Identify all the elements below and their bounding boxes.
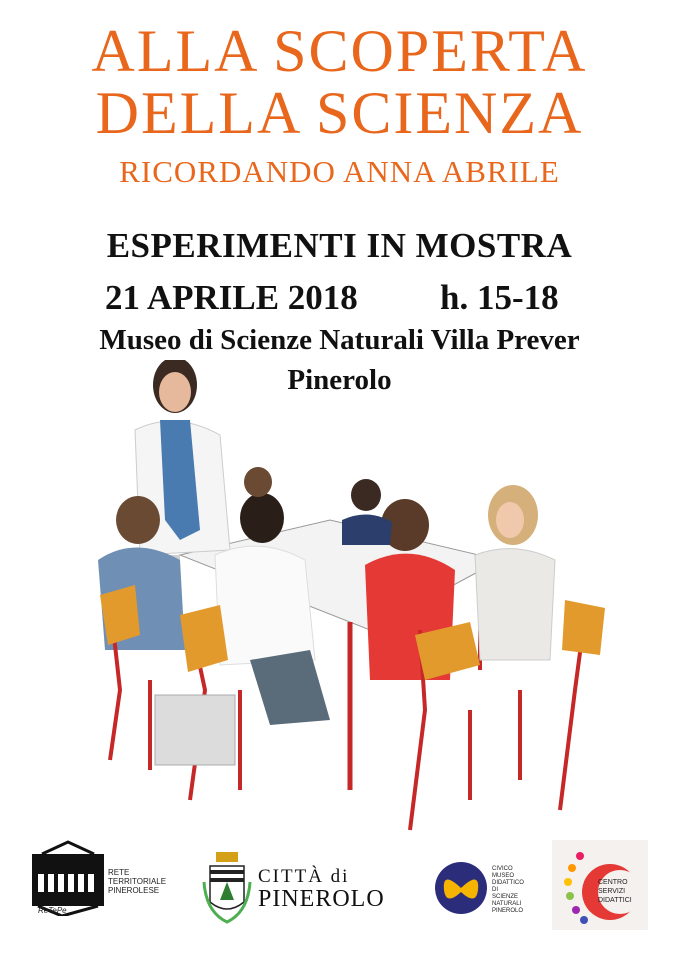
centro-line-1: CENTRO (598, 879, 628, 886)
citta-line-2: PINEROLO (258, 886, 385, 912)
rete-line-2: TERRITORIALE (108, 877, 167, 886)
museo-line-2: MUSEO (492, 873, 515, 879)
event-date: 21 APRILE 2018 (105, 278, 358, 317)
centro-line-2: SERVIZI (598, 888, 626, 895)
coat-of-arms-icon (200, 852, 254, 928)
museo-line-3: DIDATTICO (492, 880, 524, 886)
event-city: Pinerolo (287, 364, 392, 396)
rete-logo-text: ReTePe (38, 906, 67, 915)
centro-servizi-logo (552, 840, 648, 930)
rete-territoriale-logo (32, 840, 172, 930)
title-line-1: ALLA SCOPERTA (91, 18, 588, 84)
museo-line-6: NATURALI (492, 901, 522, 907)
centro-line-3: DIDATTICI (598, 897, 632, 904)
museo-line-4: DI (492, 887, 498, 893)
museo-line-1: CIVICO (492, 866, 513, 872)
rete-line-1: RETE (108, 868, 130, 877)
classroom-photo (80, 360, 620, 840)
event-time: h. 15-18 (440, 278, 559, 317)
event-venue: Museo di Scienze Naturali Villa Prever (99, 324, 580, 356)
museo-line-7: PINEROLO (492, 908, 524, 914)
subtitle: RICORDANDO ANNA ABRILE (119, 154, 560, 189)
museo-logo (432, 840, 542, 930)
citta-line-1: CITTÀ di (258, 866, 350, 887)
butterfly-icon (434, 860, 488, 916)
people-building-icon (32, 840, 104, 916)
citta-pinerolo-logo (198, 840, 398, 930)
museo-line-5: SCIENZE (492, 894, 519, 900)
title-line-2: DELLA SCIENZA (95, 80, 584, 146)
rete-line-3: PINEROLESE (108, 886, 160, 895)
event-headline: ESPERIMENTI IN MOSTRA (106, 226, 573, 265)
